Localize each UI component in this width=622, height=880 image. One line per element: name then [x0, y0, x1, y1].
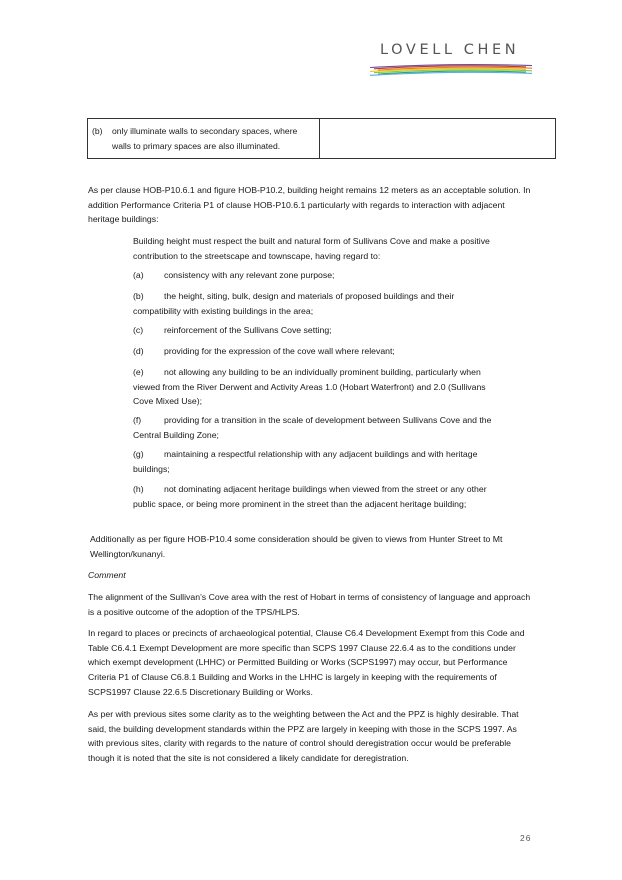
item-text: the height, siting, bulk, design and materials of proposed buildings and their compatibility with existing buildings in the area;	[133, 291, 455, 316]
item-label: (c)	[133, 325, 144, 335]
quote-item-e	[133, 365, 493, 409]
criteria-table	[87, 118, 556, 159]
item-text: providing for a transition in the scale of development between Sullivans Cove and the Central Building Zone;	[133, 415, 492, 440]
quote-item-d	[133, 344, 493, 359]
item-label: (h)	[133, 484, 144, 494]
item-label: (e)	[133, 367, 144, 377]
quote-item-c	[133, 323, 493, 338]
item-label: (b)	[133, 291, 144, 301]
item-label: (g)	[133, 449, 144, 459]
comment-heading: Comment	[88, 570, 126, 580]
item-label: (d)	[133, 346, 144, 356]
item-text: maintaining a respectful relationship with any adjacent buildings and with heritage buildings;	[133, 449, 478, 474]
table-cell-left	[88, 119, 320, 158]
quote-lead: Building height must respect the built and natural form of Sullivans Cove and make a positive contribution to the streetscape and townscape, having regard to:	[133, 236, 490, 261]
table-cell-right	[320, 119, 555, 158]
table-item-text: only illuminate walls to secondary spaces, where walls to primary spaces are also illuminated.	[112, 126, 298, 151]
item-label: (f)	[133, 415, 142, 425]
paragraph-archaeological: In regard to places or precincts of archaeological potential, Clause C6.4 Development Exempt from this Code and Table C6.4.1 Exempt Development are more specific than SCPS 1997 Clause 22.6.4 as to the conditions under which exempt development (LHHC) or Permitted Building or Works (SCPS1997) may occur, but Performance Criteria P1 of Clause C6.8.1 Building and Works in the LHHC is largely in keeping with the requirements of SCPS1997 Clause 22.6.5 Discretionary Building or Works.	[88, 628, 525, 697]
quote-item-f	[133, 413, 493, 442]
item-label: (a)	[133, 270, 144, 280]
item-text: not allowing any building to be an individually prominent building, particularly when viewed from the River Derwent and Activity Areas 1.0 (Hobart Waterfront) and 2.0 (Sullivans Cove Mixed Use);	[133, 367, 486, 407]
intro-paragraph: As per clause HOB-P10.6.1 and figure HOB-P10.2, building height remains 12 meters as an acceptable solution. In addition Performance Criteria P1 of clause HOB-P10.6.1 particularly with regards to interaction with adjacent heritage buildings:	[88, 185, 531, 225]
table-item-label: (b)	[92, 126, 103, 136]
logo-color-lines	[368, 62, 536, 76]
item-text: not dominating adjacent heritage buildings when viewed from the street or any other public space, or being more prominent in the street than the adjacent heritage building;	[133, 484, 487, 509]
paragraph-clarity: As per with previous sites some clarity as to the weighting between the Act and the PPZ is highly desirable. That said, the building development standards within the PPZ are largely in keeping with those in the SCPS 1997. As with previous sites, clarity with regards to the nature of control should deregistration occur would be preferable though it is noted that the site is not considered a likely candidate for deregistration.	[88, 709, 519, 764]
item-text: consistency with any relevant zone purpose;	[164, 270, 335, 280]
page-number: 26	[520, 833, 532, 843]
company-logo-text: LOVELL CHEN	[380, 42, 520, 58]
item-text: reinforcement of the Sullivans Cove setting;	[164, 325, 332, 335]
quote-item-h	[133, 482, 493, 511]
additional-paragraph: Additionally as per figure HOB-P10.4 some consideration should be given to views from Hunter Street to Mt Wellington/kunanyi.	[90, 534, 503, 559]
item-text: providing for the expression of the cove wall where relevant;	[164, 346, 395, 356]
quote-item-g	[133, 447, 493, 476]
paragraph-alignment: The alignment of the Sullivan’s Cove area with the rest of Hobart in terms of consistency of language and approach is a positive outcome of the adoption of the TPS/HLPS.	[88, 592, 531, 617]
quote-item-b	[133, 289, 493, 318]
quote-item-a	[133, 268, 493, 283]
